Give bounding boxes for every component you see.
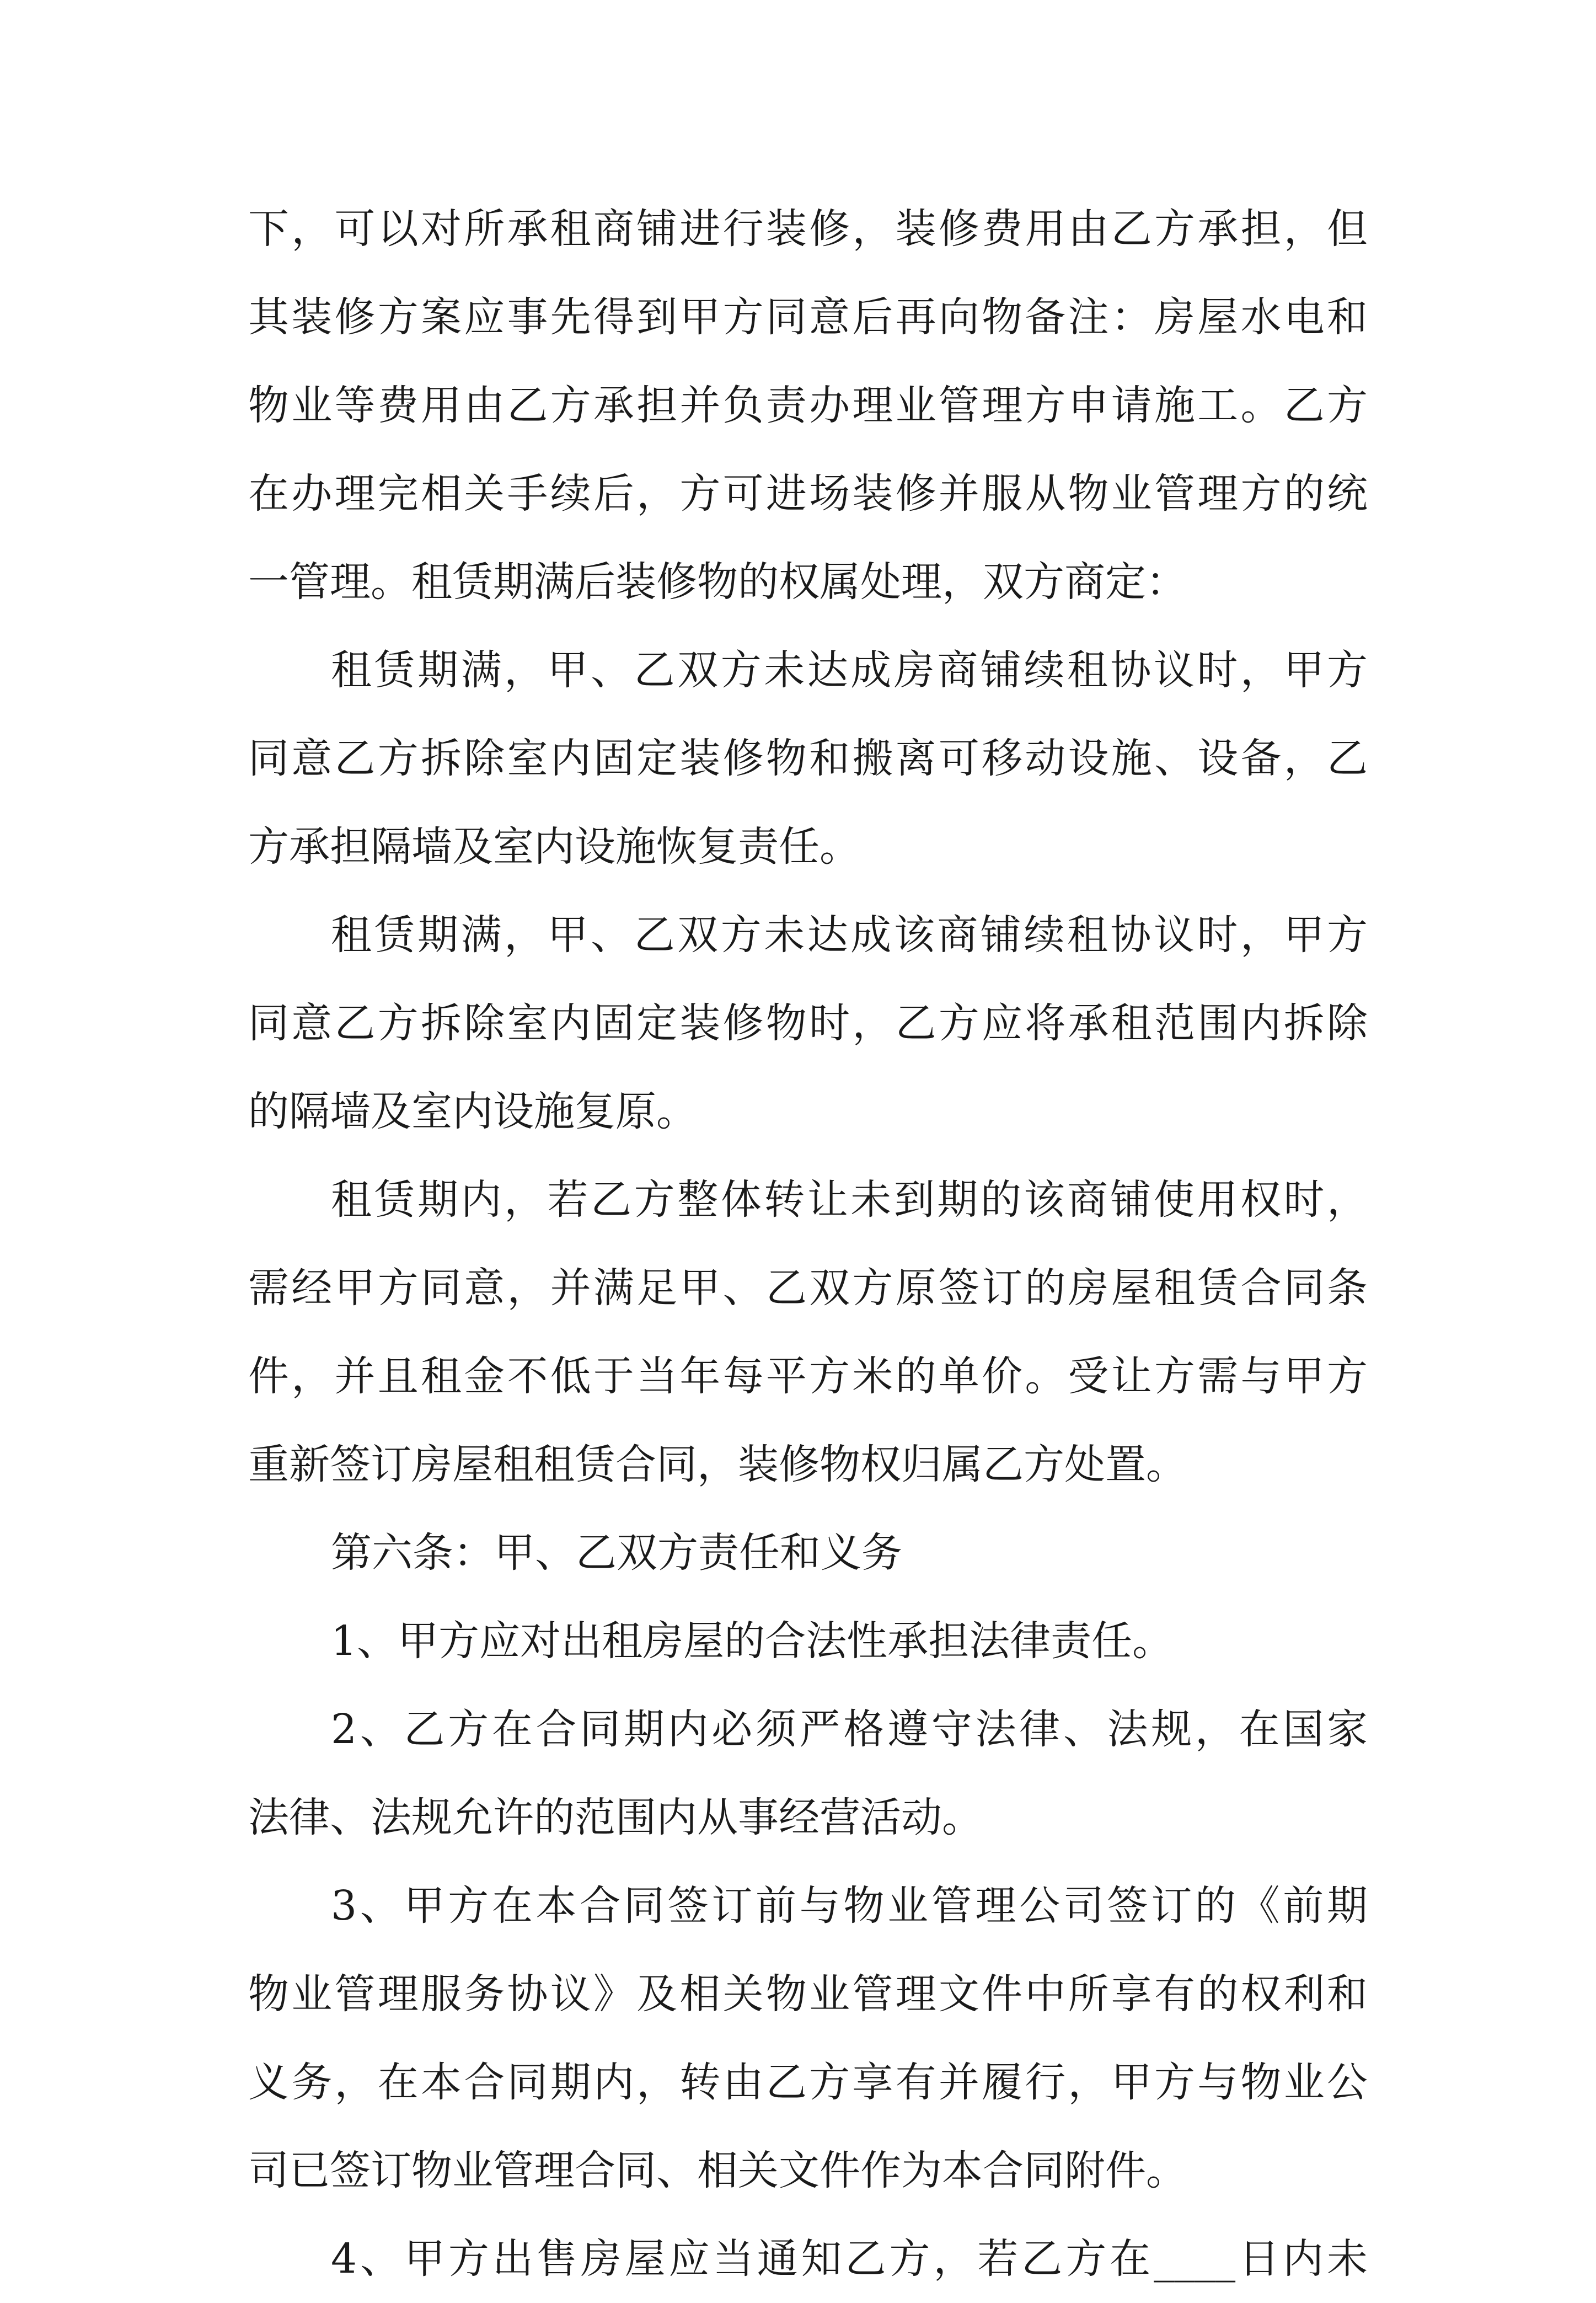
- text-line: 物业管理服务协议》及相关物业管理文件中所享有的权利和: [248, 1970, 1368, 2018]
- text-line: 义务，在本合同期内，转由乙方享有并履行，甲方与物业公: [248, 2059, 1368, 2106]
- paragraph-first-line: 租赁期满，甲、乙双方未达成该商铺续租协议时，甲方: [331, 911, 1368, 959]
- text-line: 的隔墙及室内设施复原。: [248, 1088, 697, 1135]
- text-line: 在办理完相关手续后，方可进场装修并服从物业管理方的统: [248, 470, 1368, 517]
- text-line: 同意乙方拆除室内固定装修物时，乙方应将承租范围内拆除: [248, 1000, 1368, 1047]
- clause-item: 4、甲方出售房屋应当通知乙方，若乙方在____日内未: [331, 2235, 1368, 2283]
- clause-item: 1、甲方应对出租房屋的合法性承担法律责任。: [331, 1617, 1174, 1665]
- document-body: [248, 185, 1368, 2303]
- text-line: 方承担隔墙及室内设施恢复责任。: [248, 823, 860, 870]
- text-line: 法律、法规允许的范围内从事经营活动。: [248, 1794, 983, 1841]
- text-line: 件，并且租金不低于当年每平方米的单价。受让方需与甲方: [248, 1353, 1368, 1400]
- text-line: 重新签订房屋租租赁合同，装修物权归属乙方处置。: [248, 1441, 1187, 1488]
- paragraph-first-line: 租赁期内，若乙方整体转让未到期的该商铺使用权时，: [331, 1176, 1368, 1223]
- text-line: 同意乙方拆除室内固定装修物和搬离可移动设施、设备，乙: [248, 735, 1368, 782]
- text-line: 物业等费用由乙方承担并负责办理业管理方申请施工。乙方: [248, 382, 1368, 429]
- text-line: 下，可以对所承租商铺进行装修，装修费用由乙方承担，但: [248, 205, 1368, 253]
- section-heading: 第六条：甲、乙双方责任和义务: [331, 1529, 902, 1577]
- text-line: 需经甲方同意，并满足甲、乙双方原签订的房屋租赁合同条: [248, 1264, 1368, 1312]
- text-line: 其装修方案应事先得到甲方同意后再向物备注：房屋水电和: [248, 293, 1368, 341]
- text-line: 一管理。租赁期满后装修物的权属处理，双方商定：: [248, 558, 1187, 606]
- text-line: 司已签订物业管理合同、相关文件作为本合同附件。: [248, 2147, 1187, 2194]
- paragraph-first-line: 租赁期满，甲、乙双方未达成房商铺续租协议时，甲方: [331, 646, 1368, 694]
- clause-item: 2、乙方在合同期内必须严格遵守法律、法规，在国家: [331, 1706, 1368, 1753]
- clause-item: 3、甲方在本合同签订前与物业管理公司签订的《前期: [331, 1882, 1368, 1930]
